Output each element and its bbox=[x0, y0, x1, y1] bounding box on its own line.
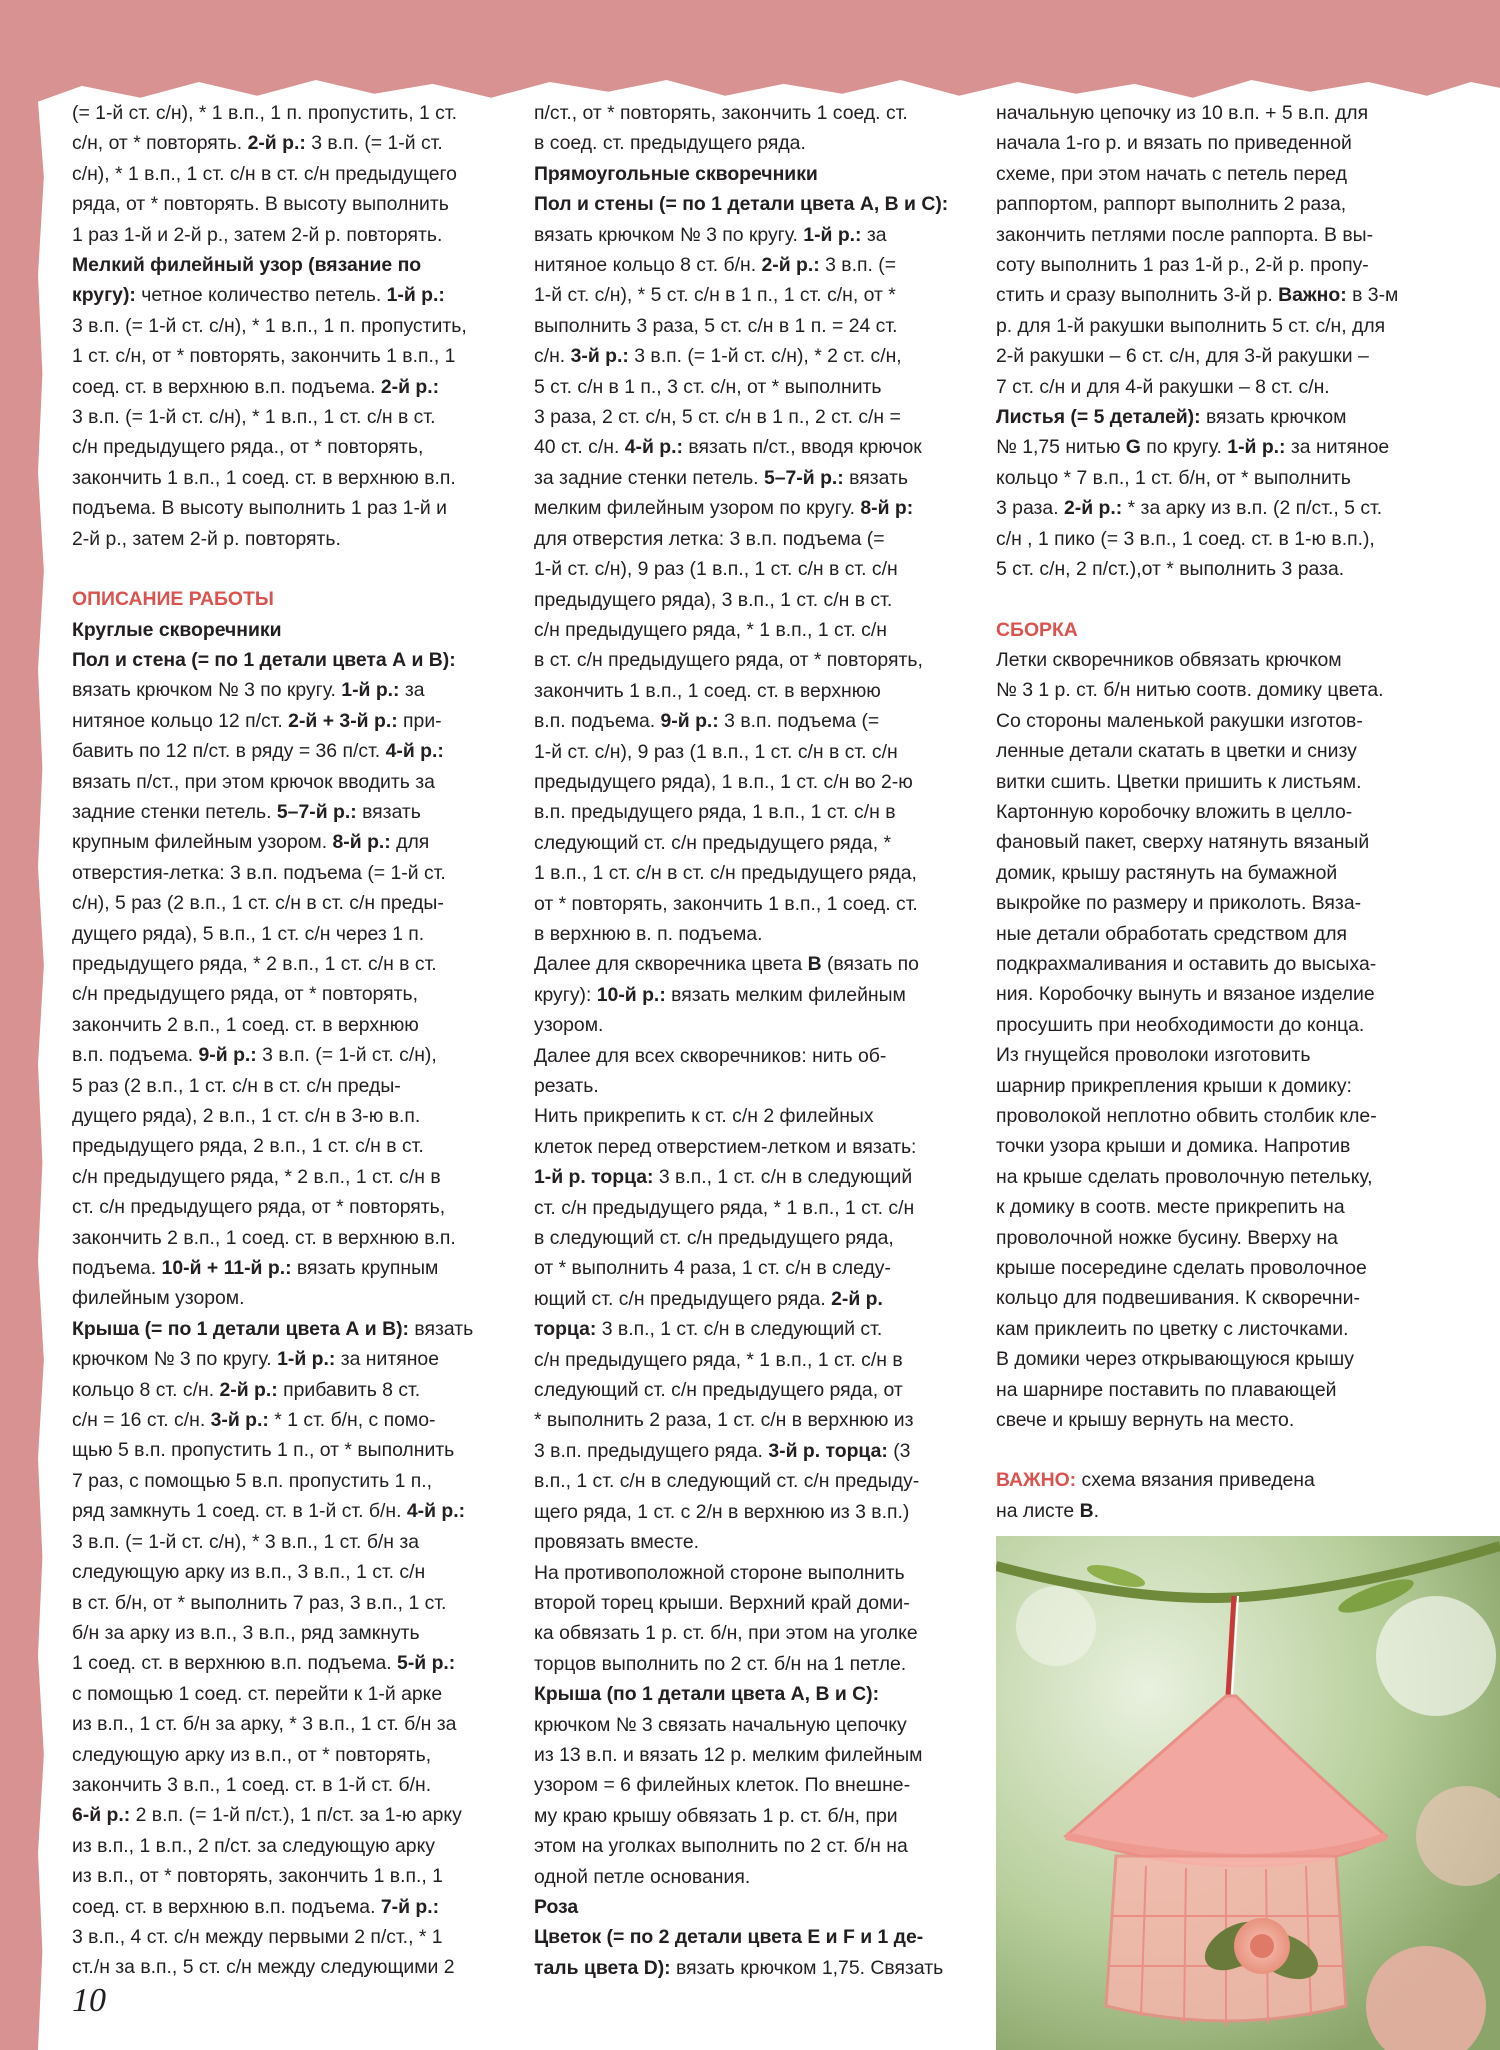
text-line: ст. с/н предыдущего ряда, от * повторять, bbox=[72, 1196, 446, 1219]
text-line: с/н предыдущего ряда, * 2 в.п., 1 ст. с/н в bbox=[72, 1165, 441, 1188]
text-line: для отверстия летка: 3 в.п. подъема (= bbox=[534, 527, 885, 550]
text-line: домик, крышу растянуть на бумажной bbox=[996, 861, 1338, 884]
text-line: свече и крышу вернуть на место. bbox=[996, 1409, 1295, 1432]
text-line: му краю крышу обвязать 1 р. ст. б/н, при bbox=[534, 1804, 898, 1827]
text-line: задние стенки петель. 5–7-й р.: вязать bbox=[72, 800, 421, 823]
text-line: 2-й р., затем 2-й р. повторять. bbox=[72, 527, 341, 550]
page-number: 10 bbox=[72, 1982, 106, 2019]
text-line: узором. bbox=[534, 1014, 604, 1037]
text-line: узором = 6 филейных клеток. По внешне- bbox=[534, 1774, 911, 1797]
text-line: подъема. 10-й + 11-й р.: вязать крупным bbox=[72, 1257, 439, 1280]
text-line: шарнир прикрепления крыши к домику: bbox=[996, 1074, 1352, 1097]
text-line: кольцо для подвешивания. К скворечни- bbox=[996, 1287, 1360, 1310]
text-line: Летки скворечников обвязать крючком bbox=[996, 648, 1342, 671]
text-line: выкройке по размеру и приколоть. Вяза- bbox=[996, 892, 1362, 915]
birdhouse-illustration bbox=[996, 1536, 1500, 2050]
text-line: на шарнире поставить по плавающей bbox=[996, 1378, 1337, 1401]
text-line: ка обвязать 1 р. ст. б/н, при этом на уголке bbox=[534, 1622, 918, 1645]
text-line: начала 1-го р. и вязать по приведенной bbox=[996, 132, 1352, 155]
subheading: Крыша (по 1 детали цвета А, В и С): bbox=[534, 1683, 880, 1706]
text-line: схеме, при этом начать с петель перед bbox=[996, 162, 1347, 185]
text-line: с помощью 1 соед. ст. перейти к 1-й арке bbox=[72, 1682, 443, 1705]
subheading: Мелкий филейный узор (вязание по bbox=[72, 254, 422, 277]
subheading: Роза bbox=[534, 1895, 579, 1918]
text-line: 3 раза, 2 ст. с/н, 5 ст. с/н в 1 п., 2 ст. с/н = bbox=[534, 406, 901, 429]
text-line: с/н предыдущего ряда, от * повторять, bbox=[72, 983, 418, 1006]
section-heading: ОПИСАНИЕ РАБОТЫ bbox=[72, 588, 274, 611]
text-line: с/н предыдущего ряда, * 1 в.п., 1 ст. с/н в bbox=[534, 1348, 903, 1371]
text-line: 40 ст. с/н. 4-й р.: вязать п/ст., вводя крючок bbox=[534, 436, 922, 459]
text-line: в ст. с/н предыдущего ряда, от * повторять, bbox=[534, 649, 923, 672]
text-line: вязать крючком № 3 по кругу. 1-й р.: за bbox=[534, 223, 887, 246]
text-line: от * выполнить 4 раза, 1 ст. с/н в следу- bbox=[534, 1257, 891, 1280]
text-line: 3 в.п. (= 1-й ст. с/н), * 1 в.п., 1 ст. с/н в ст. bbox=[72, 406, 436, 429]
text-line: раппортом, раппорт выполнить 2 раза, bbox=[996, 193, 1347, 216]
text-line: 1-й р. торца: 3 в.п., 1 ст. с/н в следующий bbox=[534, 1166, 913, 1189]
text-line: 1-й ст. с/н), 9 раз (1 в.п., 1 ст. с/н в ст. с/н bbox=[534, 558, 898, 581]
text-line: (= 1-й ст. с/н), * 1 в.п., 1 п. пропустить, 1 ст. bbox=[72, 102, 457, 124]
text-line: № 3 1 р. ст. б/н нитью соотв. домику цвета. bbox=[996, 679, 1384, 702]
text-line: 1-й ст. с/н), * 5 ст. с/н в 1 п., 1 ст. с/н, от * bbox=[534, 284, 896, 307]
subheading: Круглые скворечники bbox=[72, 618, 282, 641]
text-line: закончить 1 в.п., 1 соед. ст. в верхнюю в.п. bbox=[72, 466, 456, 489]
text-line: № 1,75 нитью G по кругу. 1-й р.: за нитяное bbox=[996, 436, 1390, 459]
text-line: крючком № 3 связать начальную цепочку bbox=[534, 1713, 907, 1736]
important-note: ВАЖНО: схема вязания приведена bbox=[996, 1469, 1315, 1492]
important-note: на листе В. bbox=[996, 1499, 1099, 1522]
text-line: крючком № 3 по кругу. 1-й р.: за нитяное bbox=[72, 1348, 439, 1371]
text-line: с/н, от * повторять. 2-й р.: 3 в.п. (= 1-й ст. bbox=[72, 132, 443, 155]
text-line: с/н), 5 раз (2 в.п., 1 ст. с/н в ст. с/н преды- bbox=[72, 892, 444, 915]
text-line: кругу): 10-й р.: вязать мелким филейным bbox=[534, 983, 906, 1006]
text-line: ряда, от * повторять. В высоту выполнить bbox=[72, 193, 449, 216]
text-line: в.п. подъема. 9-й р.: 3 в.п. подъема (= bbox=[534, 710, 880, 733]
text-line: в.п. предыдущего ряда, 1 в.п., 1 ст. с/н в bbox=[534, 801, 896, 824]
text-line: дущего ряда), 2 в.п., 1 ст. с/н в 3-ю в.п. bbox=[72, 1105, 421, 1127]
text-line: следующую арку из в.п., 3 в.п., 1 ст. с/н bbox=[72, 1561, 426, 1584]
text-line: закончить петлями после раппорта. В вы- bbox=[996, 223, 1374, 246]
text-line: 1 в.п., 1 ст. с/н в ст. с/н предыдущего ряда, bbox=[534, 862, 917, 885]
column-1 bbox=[72, 98, 522, 1983]
text-line: от * повторять, закончить 1 в.п., 1 соед. ст. bbox=[534, 892, 918, 915]
text-line: нитяное кольцо 8 ст. б/н. 2-й р.: 3 в.п. (= bbox=[534, 254, 897, 277]
text-line: в соед. ст. предыдущего ряда. bbox=[534, 132, 806, 155]
subheading: Пол и стены (= по 1 детали цвета А, В и С): bbox=[534, 193, 949, 216]
text-line: соту выполнить 1 раз 1-й р., 2-й р. пропу- bbox=[996, 254, 1369, 277]
text-line: фановый пакет, сверху натянуть вязаный bbox=[996, 831, 1370, 854]
subheading: Прямоугольные скворечники bbox=[534, 162, 818, 185]
text-line: этом на уголках выполнить по 2 ст. б/н на bbox=[534, 1835, 908, 1858]
column-2 bbox=[534, 98, 974, 1983]
text-line: предыдущего ряда, * 2 в.п., 1 ст. с/н в ст. bbox=[72, 952, 437, 975]
text-line: ные детали обработать средством для bbox=[996, 922, 1348, 945]
text-line: бавить по 12 п/ст. в ряду = 36 п/ст. 4-й р.: bbox=[72, 740, 444, 763]
text-line: следующий ст. с/н предыдущего ряда, * bbox=[534, 831, 892, 854]
text-line: подкрахмаливания и оставить до высыха- bbox=[996, 952, 1377, 975]
text-line: Картонную коробочку вложить в целло- bbox=[996, 800, 1353, 823]
text-line: из в.п., от * повторять, закончить 1 в.п., 1 bbox=[72, 1865, 443, 1888]
text-line: стить и сразу выполнить 3-й р. Важно: в 3-м bbox=[996, 284, 1399, 307]
text-line: проволочной ножке бусину. Вверху на bbox=[996, 1226, 1338, 1249]
text-line: предыдущего ряда), 1 в.п., 1 ст. с/н во 2-ю bbox=[534, 770, 913, 793]
text-line: 6-й р.: 2 в.п. (= 1-й п/ст.), 1 п/ст. за 1-ю арку bbox=[72, 1804, 462, 1827]
text-line: следующий ст. с/н предыдущего ряда, от bbox=[534, 1379, 903, 1402]
text-line: с/н предыдущего ряда., от * повторять, bbox=[72, 436, 424, 459]
text-line: 7 ст. с/н и для 4-й ракушки – 8 ст. с/н. bbox=[996, 375, 1330, 398]
text-line: с/н , 1 пико (= 3 в.п., 1 соед. ст. в 1-ю в.п.), bbox=[996, 527, 1375, 550]
text-line: б/н за арку из в.п., 3 в.п., ряд замкнуть bbox=[72, 1621, 420, 1644]
text-line: в ст. б/н, от * выполнить 7 раз, 3 в.п., 1 ст. bbox=[72, 1591, 447, 1614]
text-line: ния. Коробочку вынуть и вязаное изделие bbox=[996, 983, 1375, 1006]
text-line: закончить 2 в.п., 1 соед. ст. в верхнюю bbox=[72, 1013, 419, 1036]
text-line: кам приклеить по цветку с листочками. bbox=[996, 1317, 1349, 1340]
text-line: Далее для всех скворечников: нить об- bbox=[534, 1044, 887, 1067]
text-line: * выполнить 2 раза, 1 ст. с/н в верхнюю из bbox=[534, 1409, 914, 1432]
text-line: Из гнущейся проволоки изготовить bbox=[996, 1044, 1311, 1067]
text-line: торцов выполнить по 2 ст. б/н на 1 петле. bbox=[534, 1652, 907, 1675]
text-line: второй торец крыши. Верхний край доми- bbox=[534, 1591, 910, 1614]
text-line: ющий ст. с/н предыдущего ряда. 2-й р. bbox=[534, 1287, 883, 1310]
text-line: соед. ст. в верхнюю в.п. подъема. 7-й р.: bbox=[72, 1895, 440, 1918]
text-line: Далее для скворечника цвета В (вязать по bbox=[534, 953, 919, 976]
text-line: 2-й ракушки – 6 ст. с/н, для 3-й ракушки – bbox=[996, 345, 1369, 368]
section-heading: СБОРКА bbox=[996, 618, 1078, 641]
text-line: п/ст., от * повторять, закончить 1 соед. ст. bbox=[534, 102, 908, 124]
birdhouse-photo bbox=[996, 1536, 1500, 2050]
text-line: 1 раз 1-й и 2-й р., затем 2-й р. повторять. bbox=[72, 223, 443, 246]
text-line: с/н предыдущего ряда, * 1 в.п., 1 ст. с/н bbox=[534, 618, 887, 641]
text-line: мелким филейным узором по кругу. 8-й р: bbox=[534, 497, 914, 520]
text-line: кольцо * 7 в.п., 1 ст. б/н, от * выполнить bbox=[996, 466, 1351, 489]
text-line: соед. ст. в верхнюю в.п. подъема. 2-й р.: bbox=[72, 375, 440, 398]
text-line: р. для 1-й ракушки выполнить 5 ст. с/н, для bbox=[996, 314, 1386, 337]
text-line: ленные детали скатать в цветки и снизу bbox=[996, 740, 1357, 763]
text-line: провязать вместе. bbox=[534, 1531, 699, 1554]
text-line: с/н), * 1 в.п., 1 ст. с/н в ст. с/н предыдущего bbox=[72, 162, 457, 185]
text-line: из 13 в.п. и вязать 12 р. мелким филейным bbox=[534, 1743, 923, 1766]
text-line: закончить 1 в.п., 1 соед. ст. в верхнюю bbox=[534, 679, 881, 702]
text-line: 3 раза. 2-й р.: * за арку из в.п. (2 п/ст., 5 ст. bbox=[996, 497, 1383, 520]
text-line: В домики через открывающуюся крышу bbox=[996, 1348, 1354, 1371]
text-line: ряд замкнуть 1 соед. ст. в 1-й ст. б/н. 4-й р.: bbox=[72, 1500, 466, 1523]
text-line: с/н = 16 ст. с/н. 3-й р.: * 1 ст. б/н, с помо- bbox=[72, 1409, 436, 1432]
column-3 bbox=[996, 98, 1436, 1526]
text-line: щего ряда, 1 ст. с 2/н в верхнюю из 3 в.п.) bbox=[534, 1500, 910, 1523]
text-line: следующую арку из в.п., от * повторять, bbox=[72, 1743, 432, 1766]
text-line: Крыша (= по 1 детали цвета А и В): вязать bbox=[72, 1317, 474, 1340]
text-line: подъема. В высоту выполнить 1 раз 1-й и bbox=[72, 497, 447, 520]
text-line: таль цвета D): вязать крючком 1,75. Связать bbox=[534, 1956, 944, 1979]
text-line: одной петле основания. bbox=[534, 1865, 751, 1888]
text-line: 1 ст. с/н, от * повторять, закончить 1 в.п., 1 bbox=[72, 345, 456, 368]
text-line: в.п., 1 ст. с/н в следующий ст. с/н предыду- bbox=[534, 1470, 920, 1493]
text-line: 3 в.п. предыдущего ряда. 3-й р. торца: (3 bbox=[534, 1439, 911, 1462]
text-line: 3 в.п. (= 1-й ст. с/н), * 1 в.п., 1 п. пропустить, bbox=[72, 314, 467, 337]
text-line: на крыше сделать проволочную петельку, bbox=[996, 1165, 1373, 1188]
text-line: вязать п/ст., при этом крючок вводить за bbox=[72, 770, 435, 793]
text-line: закончить 2 в.п., 1 соед. ст. в верхнюю в.п. bbox=[72, 1226, 456, 1249]
text-line: На противоположной стороне выполнить bbox=[534, 1561, 905, 1584]
text-line: торца: 3 в.п., 1 ст. с/н в следующий ст. bbox=[534, 1318, 883, 1341]
text-line: щью 5 в.п. пропустить 1 п., от * выполнить bbox=[72, 1439, 455, 1462]
text-line: закончить 3 в.п., 1 соед. ст. в 1-й ст. б/н. bbox=[72, 1773, 432, 1796]
text-line: кругу): четное количество петель. 1-й р.: bbox=[72, 284, 445, 307]
subheading: Пол и стена (= по 1 детали цвета А и В): bbox=[72, 648, 456, 671]
text-line: 5 ст. с/н, 2 п/ст.),от * выполнить 3 раза. bbox=[996, 558, 1345, 581]
text-line: за задние стенки петель. 5–7-й р.: вязать bbox=[534, 466, 908, 489]
text-line: отверстия-летка: 3 в.п. подъема (= 1-й ст. bbox=[72, 861, 446, 884]
text-line: филейным узором. bbox=[72, 1287, 245, 1310]
text-line: в верхнюю в. п. подъема. bbox=[534, 922, 763, 945]
text-line: Со стороны маленькой ракушки изготов- bbox=[996, 709, 1363, 732]
text-line: предыдущего ряда), 3 в.п., 1 ст. с/н в ст. bbox=[534, 588, 893, 611]
text-line: выполнить 3 раза, 5 ст. с/н в 1 п. = 24 ст. bbox=[534, 314, 898, 337]
text-line: в следующий ст. с/н предыдущего ряда, bbox=[534, 1227, 894, 1250]
text-line: начальную цепочку из 10 в.п. + 5 в.п. для bbox=[996, 102, 1369, 124]
text-line: ст. с/н предыдущего ряда, * 1 в.п., 1 ст. с/н bbox=[534, 1196, 915, 1219]
text-line: дущего ряда), 5 в.п., 1 ст. с/н через 1 п. bbox=[72, 922, 425, 945]
text-line: витки сшить. Цветки пришить к листьям. bbox=[996, 770, 1362, 793]
text-line: Листья (= 5 деталей): вязать крючком bbox=[996, 406, 1347, 429]
text-line: из в.п., 1 ст. б/н за арку, * 3 в.п., 1 ст. б/н за bbox=[72, 1713, 457, 1736]
text-line: просушить при необходимости до конца. bbox=[996, 1013, 1365, 1036]
text-line: 3 в.п. (= 1-й ст. с/н), * 3 в.п., 1 ст. б/н за bbox=[72, 1530, 420, 1553]
text-line: 5 ст. с/н в 1 п., 3 ст. с/н, от * выполнить bbox=[534, 375, 882, 398]
text-line: клеток перед отверстием-летком и вязать: bbox=[534, 1135, 917, 1158]
text-line: крыше посередине сделать проволочное bbox=[996, 1257, 1367, 1280]
text-line: кольцо 8 ст. с/н. 2-й р.: прибавить 8 ст. bbox=[72, 1378, 421, 1401]
text-line: Нить прикрепить к ст. с/н 2 филейных bbox=[534, 1105, 874, 1128]
text-line: 3 в.п., 4 ст. с/н между первыми 2 п/ст., * 1 bbox=[72, 1925, 443, 1948]
subheading: Цветок (= по 2 детали цвета E и F и 1 де- bbox=[534, 1926, 924, 1949]
text-line: точки узора крыши и домика. Напротив bbox=[996, 1135, 1351, 1158]
text-line: с/н. 3-й р.: 3 в.п. (= 1-й ст. с/н), * 2 ст. с/н, bbox=[534, 345, 902, 368]
text-line: из в.п., 1 в.п., 2 п/ст. за следующую арку bbox=[72, 1834, 435, 1857]
text-line: предыдущего ряда, 2 в.п., 1 ст. с/н в ст. bbox=[72, 1135, 424, 1158]
text-line: 1-й ст. с/н), 9 раз (1 в.п., 1 ст. с/н в ст. с/н bbox=[534, 740, 898, 763]
text-line: к домику в соотв. месте прикрепить на bbox=[996, 1196, 1345, 1219]
text-line: резать. bbox=[534, 1075, 599, 1097]
text-line: в.п. подъема. 9-й р.: 3 в.п. (= 1-й ст. с/н), bbox=[72, 1044, 437, 1067]
text-line: 5 раз (2 в.п., 1 ст. с/н в ст. с/н преды- bbox=[72, 1074, 401, 1097]
text-line: вязать крючком № 3 по кругу. 1-й р.: за bbox=[72, 679, 425, 702]
text-line: 7 раз, с помощью 5 в.п. пропустить 1 п., bbox=[72, 1469, 433, 1492]
text-line: крупным филейным узором. 8-й р.: для bbox=[72, 831, 430, 854]
text-line: ст./н за в.п., 5 ст. с/н между следующими 2 bbox=[72, 1956, 455, 1979]
text-line: 1 соед. ст. в верхнюю в.п. подъема. 5-й р.: bbox=[72, 1652, 456, 1675]
text-line: нитяное кольцо 12 п/ст. 2-й + 3-й р.: при- bbox=[72, 709, 442, 732]
text-line: проволокой неплотно обвить столбик кле- bbox=[996, 1105, 1377, 1127]
